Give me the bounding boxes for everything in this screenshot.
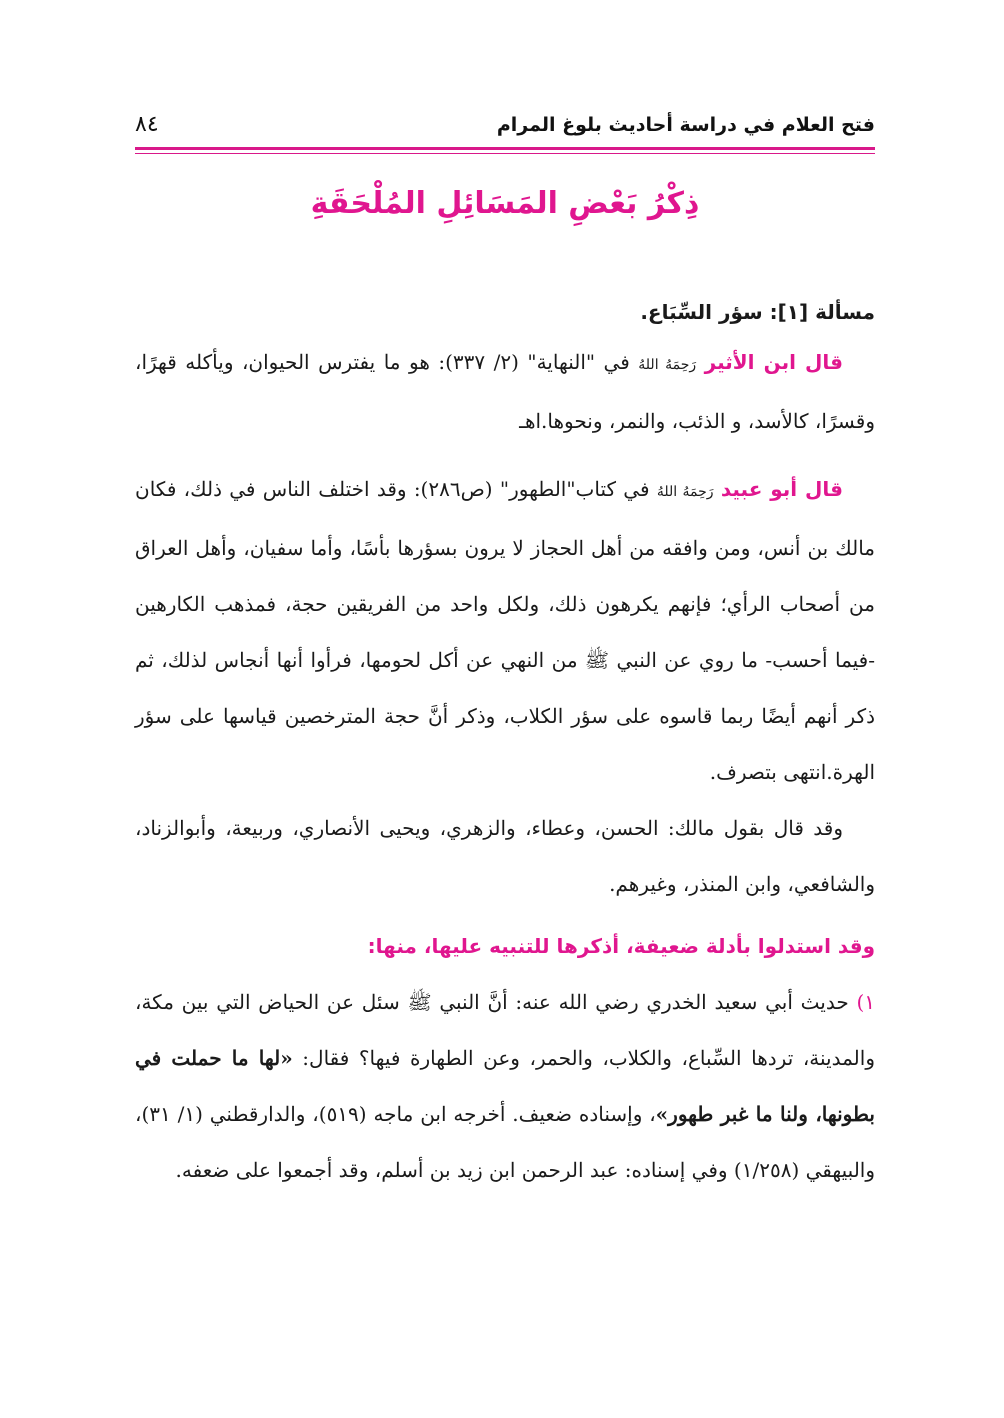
paragraph-abu-ubaid	[135, 461, 875, 800]
header-rule-thick	[135, 147, 875, 150]
paragraph-malik-view: وقد قال بقول مالك: الحسن، وعطاء، والزهري، ويحيى الأنصاري، وربيعة، وأبوالزناد، والشافعي، وابن المنذر، وغيرهم.	[135, 816, 875, 896]
paragraph-ibn-athir	[135, 334, 875, 449]
evidence-heading: وقد استدلوا بأدلة ضعيفة، أذكرها للتنبيه عليها، منها:	[367, 934, 875, 958]
hadith-quote: «لها ما حملت في بطونها، ولنا ما غبر طهور»	[135, 1046, 875, 1126]
page-header	[135, 110, 875, 146]
section-title: ذِكْرُ بَعْضِ المَسَائِلِ المُلْحَقَةِ	[310, 186, 700, 221]
page-number: ٨٤	[135, 112, 159, 137]
issue-text: سؤر السِّبَاع.	[640, 300, 763, 324]
item-text: حديث أبي سعيد الخدري رضي الله عنه: أنَّ النبي ﷺ سئل عن الحياض التي بين مكة، والمدينة، تردها السِّباع، والكلاب، والحمر، وعن الطهارة فيها؟ فقال:	[135, 990, 875, 1070]
issue-label: مسألة [١]:	[769, 300, 875, 324]
issue-heading	[135, 290, 875, 334]
header-rule-thin	[135, 153, 875, 154]
item-text-continued: ، وإسناده ضعيف. أخرجه ابن ماجه (٥١٩)، والدارقطني (١/ ٣١)، والبيهقي (١/٢٥٨) وفي إسناده: عبد الرحمن ابن زيد بن أسلم، وقد أجمعوا على ضعفه.	[135, 1102, 875, 1182]
book-title: فتح العلام في دراسة أحاديث بلوغ المرام	[496, 114, 875, 136]
item-number: ١)	[856, 990, 875, 1014]
body-text	[135, 290, 875, 1198]
speaker-name: قال أبو عبيد	[720, 477, 844, 501]
paragraph-text: في كتاب"الطهور" (ص٢٨٦): وقد اختلف الناس في ذلك، فكان مالك بن أنس، ومن وافقه من أهل الحجاز لا يرون بسؤرها بأسًا، وأما سفيان، وأهل العراق من أصحاب الرأي؛ فإنهم يكرهون ذلك، ولكل واحد من الفريقين حجة، فمذهب الكارهين -فيما أحسب- ما روي عن النبي ﷺ من النهي عن أكل لحومها، فرأوا أنها أنجاس لذلك، ثم ذكر أنهم أيضًا ربما قاسوه على سؤر الكلاب، وذكر أنَّ حجة المترخصين قياسها على سؤر الهرة.انتهى بتصرف.	[135, 477, 875, 784]
paragraph-text: في "النهاية" (٢/ ٣٣٧): هو ما يفترس الحيوان، ويأكله قهرًا، وقسرًا، كالأسد، و الذئب، والنمر، ونحوها.اهـ	[135, 350, 875, 433]
honorific: رَحِمَهُ اللهُ	[656, 484, 714, 500]
honorific: رَحِمَهُ اللهُ	[638, 357, 697, 373]
speaker-name: قال ابن الأثير	[704, 350, 844, 374]
evidence-item-1	[135, 974, 875, 1198]
